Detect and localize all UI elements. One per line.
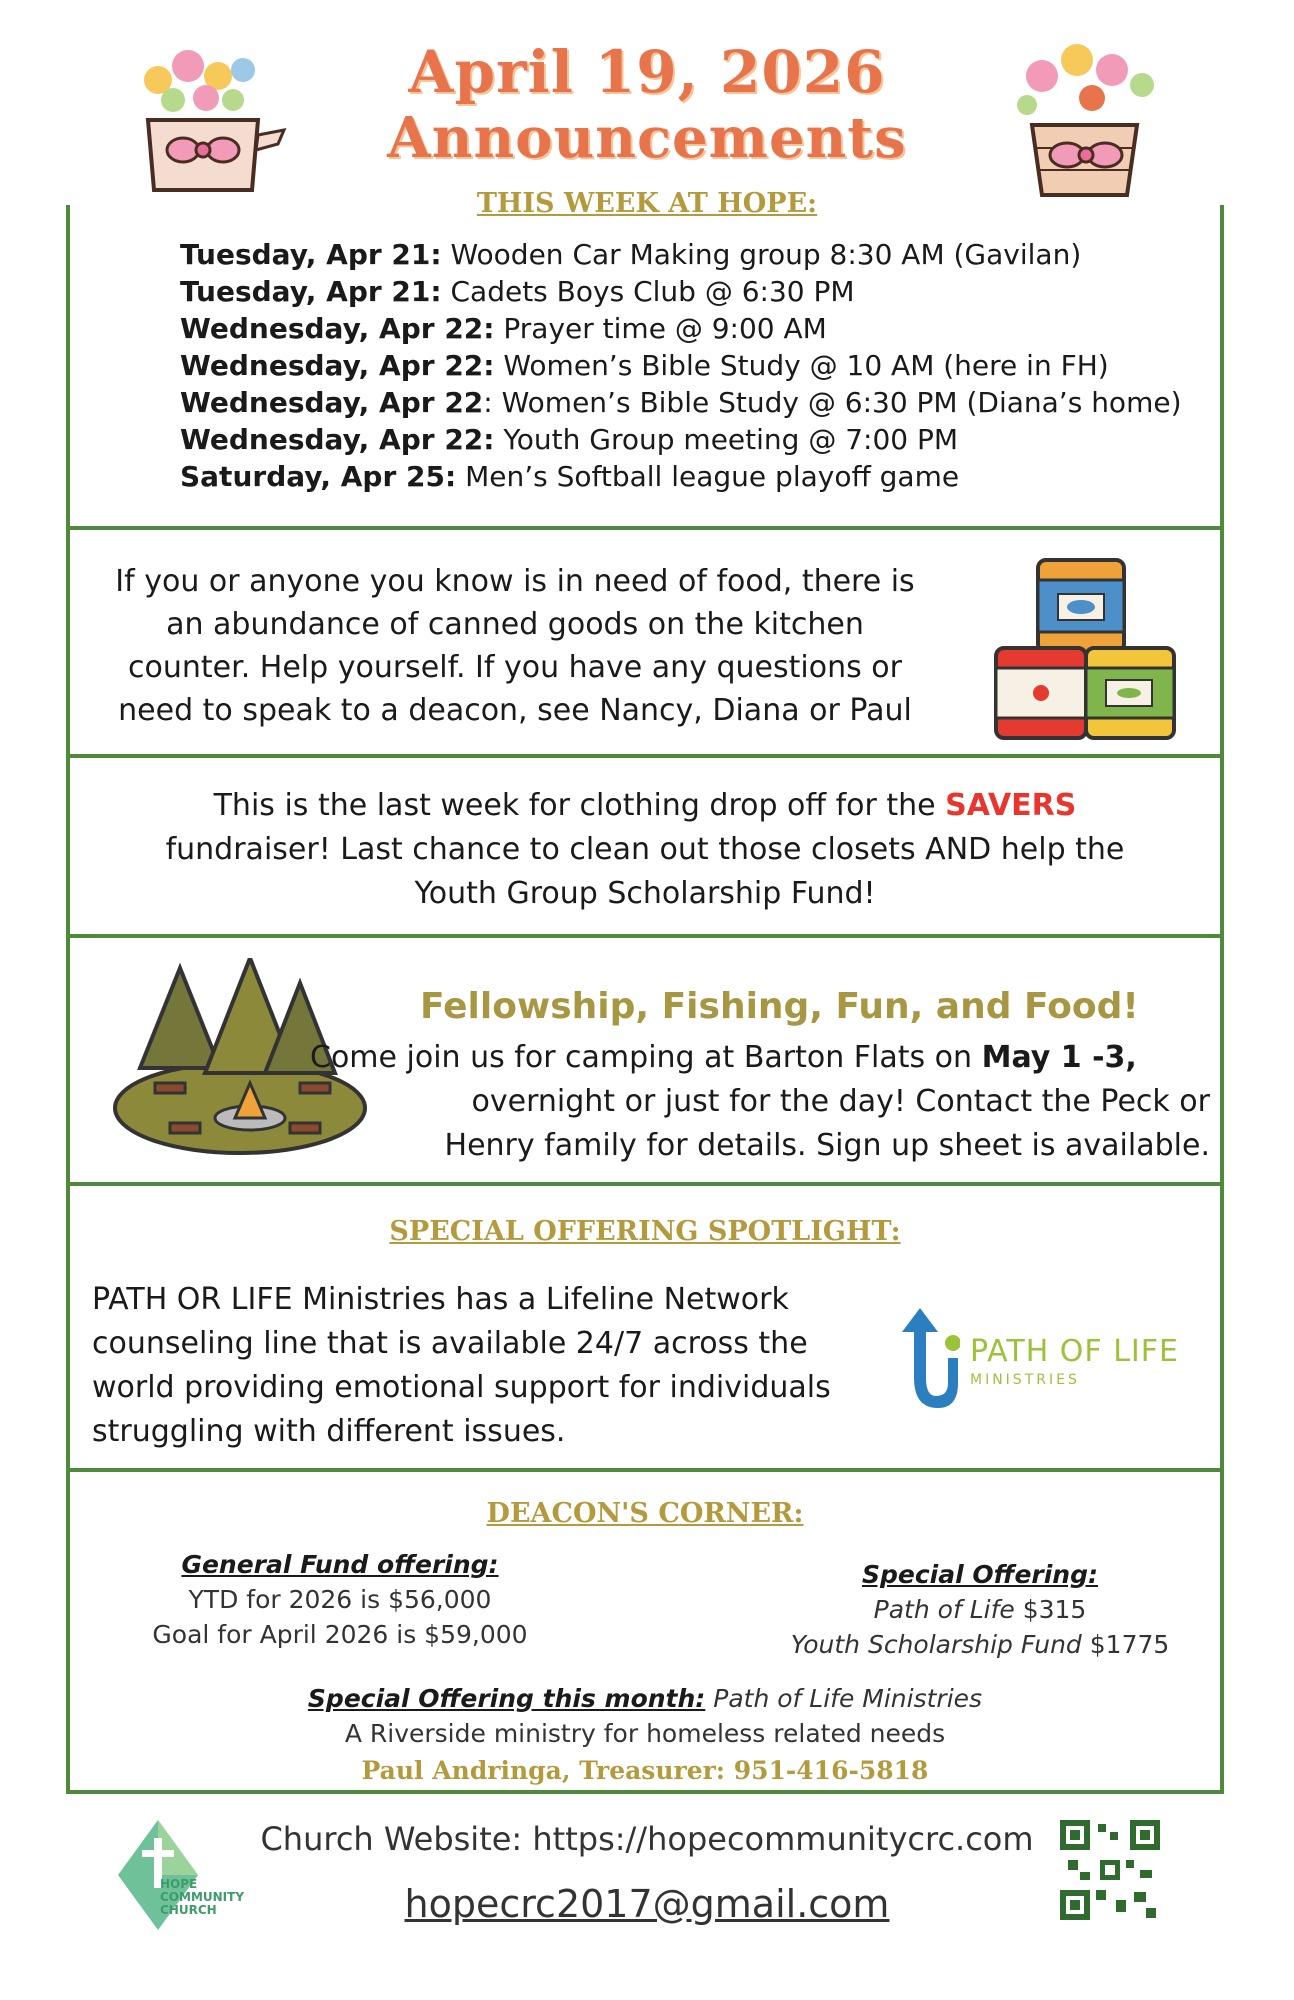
schedule-item: Wednesday, Apr 22: Youth Group meeting @ 7:00 PM: [180, 423, 959, 456]
deacons-heading: DEACON'S CORNER:: [486, 1498, 804, 1529]
treasurer-line: Paul Andringa, Treasurer: 951-416-5818: [361, 1756, 929, 1785]
month-offering: Special Offering this month: Path of Life Ministries A Riverside ministry for homeless related needs Paul Andringa, Treasurer: 951-416-5818: [70, 1684, 1220, 1785]
schedule-list: [180, 236, 1182, 495]
church-email[interactable]: hopecrc2017@gmail.com: [404, 1882, 890, 1926]
this-week-heading: THIS WEEK AT HOPE:: [476, 188, 818, 219]
camping-text: Come join us for camping at Barton Flats on May 1 -3, overnight or just for the day! Contact the Peck or Henry family for details. Sign up sheet is available.: [310, 1040, 1210, 1163]
frame-left: [66, 205, 70, 530]
path-of-life-logo-icon: [890, 1308, 960, 1418]
food-box: [66, 526, 1224, 758]
canned-goods-icon: [990, 550, 1180, 740]
flower-watering-can-icon: [118, 40, 288, 205]
offering-spotlight-box: [66, 1182, 1224, 1472]
qr-code-icon[interactable]: [1060, 1820, 1160, 1920]
announcements-title: Announcements: [387, 105, 907, 171]
flower-basket-icon: [992, 30, 1172, 205]
schedule-item: Wednesday, Apr 22: Women’s Bible Study @ 6:30 PM (Diana’s home): [180, 386, 1182, 419]
schedule-item: Wednesday, Apr 22: Prayer time @ 9:00 AM: [180, 312, 827, 345]
schedule-item: Tuesday, Apr 21: Cadets Boys Club @ 6:30 PM: [180, 275, 855, 308]
camping-box: [66, 934, 1224, 1186]
frame-right: [1220, 205, 1224, 530]
food-text: If you or anyone you know is in need of food, there is an abundance of canned goods on the kitchen counter. Help yourself. If you have any questions or need to speak to a deacon, see Nancy, Diana or Paul: [115, 564, 915, 728]
schedule-item: Wednesday, Apr 22: Women’s Bible Study @ 10 AM (here in FH): [180, 349, 1109, 382]
savers-highlight: SAVERS: [945, 788, 1077, 823]
schedule-item: Tuesday, Apr 21: Wooden Car Making group 8:30 AM (Gavilan): [180, 238, 1082, 271]
spotlight-text: PATH OR LIFE Ministries has a Lifeline Network counseling line that is available 24/7 across the world providing emotional support for individuals struggling with different issues.: [92, 1282, 831, 1449]
church-website[interactable]: Church Website: https://hopecommunitycrc.com: [260, 1820, 1034, 1858]
path-of-life-logo-sub: MINISTRIES: [970, 1372, 1080, 1388]
path-of-life-logo-name: PATH OF LIFE: [970, 1334, 1179, 1369]
special-offering: Special Offering: Path of Life $315 Youth Scholarship Fund $1775: [790, 1560, 1170, 1659]
savers-text: This is the last week for clothing drop off for the SAVERS fundraiser! Last chance to clean out those closets AND help the Youth Group Scholarship Fund!: [165, 788, 1125, 911]
schedule-item: Saturday, Apr 25: Men’s Softball league playoff game: [180, 460, 960, 493]
spotlight-heading: SPECIAL OFFERING SPOTLIGHT:: [389, 1216, 901, 1247]
church-logo-text: HOPE COMMUNITY CHURCH: [160, 1877, 245, 1917]
savers-box: [66, 754, 1224, 938]
date-title: April 19, 2026: [408, 38, 886, 106]
deacons-corner-box: [66, 1468, 1224, 1794]
camping-heading: Fellowship, Fishing, Fun, and Food!: [420, 986, 1139, 1027]
general-fund: General Fund offering: YTD for 2026 is $56,000 Goal for April 2026 is $59,000: [152, 1550, 528, 1649]
